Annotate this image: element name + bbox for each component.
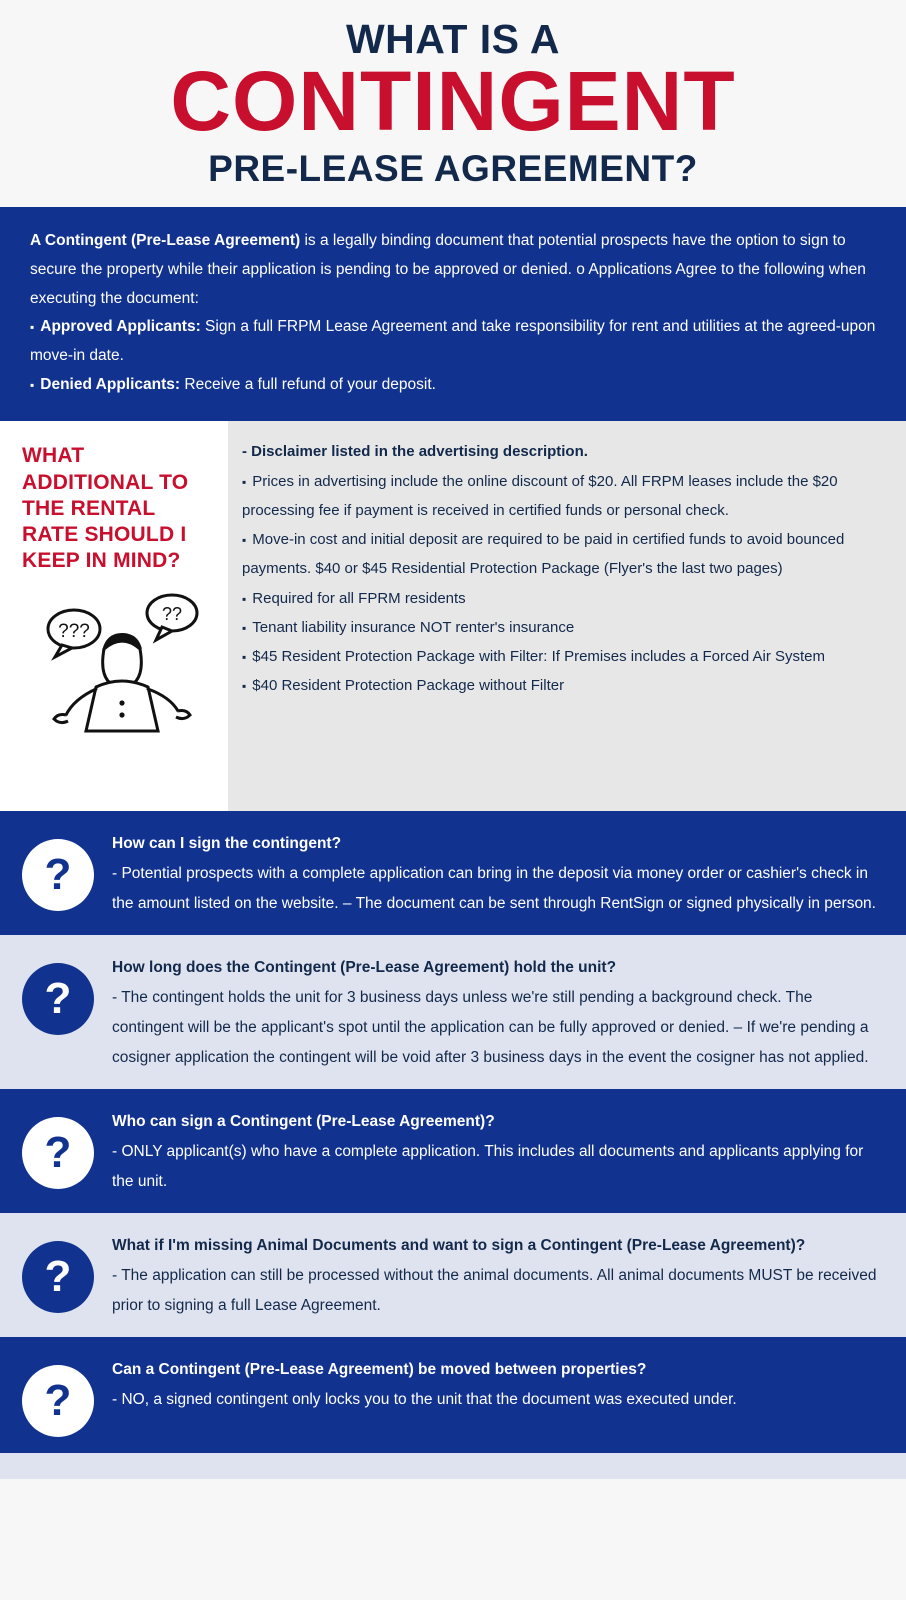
intro-block [0, 207, 906, 421]
faq-body [112, 825, 884, 919]
faq-body [112, 1227, 884, 1321]
additional-item [242, 671, 882, 700]
additional-item-text: Move-in cost and initial deposit are required to be paid in certified funds to avoid bounced payments. $40 or $45 Residential Protection Package (Flyer's the last two pages) [242, 531, 845, 578]
faq-question: How long does the Contingent (Pre-Lease Agreement) hold the unit? [112, 959, 617, 977]
additional-item-text: Tenant liability insurance NOT renter's insurance [252, 618, 575, 636]
intro-paragraph [30, 227, 876, 313]
faq-body [112, 1351, 884, 1415]
additional-item [242, 525, 882, 584]
faq-answer: - NO, a signed contingent only locks you to the unit that the document was executed under. [112, 1390, 737, 1408]
faq-body [112, 949, 884, 1073]
additional-item-text: $45 Resident Protection Package with Filter: If Premises includes a Forced Air System [252, 648, 826, 666]
question-mark-icon: ? [22, 1117, 94, 1189]
intro-bullet-approved [30, 313, 876, 370]
additional-rate-right [228, 421, 906, 811]
faq-answer: - Potential prospects with a complete application can bring in the deposit via money order or cashier's check in the amount listed on the website. – The document can be sent through RentSign or signed physically in person. [112, 864, 876, 913]
svg-text:???: ??? [58, 620, 90, 642]
faq-item [0, 1337, 906, 1453]
additional-item [242, 584, 882, 613]
approved-label: Approved Applicants: [40, 318, 201, 336]
additional-item [242, 642, 882, 671]
question-mark-icon: ? [22, 1365, 94, 1437]
faq-item [0, 935, 906, 1089]
thinking-person-illustration [22, 591, 214, 746]
additional-rate-left [0, 421, 228, 811]
faq-question: What if I'm missing Animal Documents and want to sign a Contingent (Pre-Lease Agreement)? [112, 1237, 806, 1255]
additional-item-text: Prices in advertising include the online discount of $20. All FRPM leases include the $20 processing fee if payment is received in certified funds or personal check. [242, 472, 838, 519]
faq-answer: - ONLY applicant(s) who have a complete application. This includes all documents and applicants applying for the unit. [112, 1142, 864, 1191]
disclaimer-line: - Disclaimer listed in the advertising description. [242, 443, 588, 461]
faq-body [112, 1103, 884, 1197]
additional-item-text: Required for all FPRM residents [252, 589, 466, 607]
faq-item [0, 1089, 906, 1213]
intro-text: is a legally binding document that potential prospects have the option to sign to secure the property while their application is pending to be approved or denied. o Applications Agree to the following when executing the document: [30, 232, 866, 307]
intro-term: A Contingent (Pre-Lease Agreement) [30, 232, 301, 250]
page-header [0, 0, 906, 203]
question-mark-icon: ? [22, 839, 94, 911]
question-mark-icon: ? [22, 963, 94, 1035]
additional-item [242, 613, 882, 642]
intro-bullet-denied [30, 371, 876, 400]
denied-label: Denied Applicants: [40, 375, 181, 393]
header-line-1: WHAT IS A [345, 16, 561, 62]
faq-answer: - The contingent holds the unit for 3 business days unless we're still pending a background check. The contingent will be the applicant's spot until the application can be fully approved or denied. – If we're pending a cosigner application the contingent will be void after 3 business days in the event the cosigner has not applied. [112, 988, 869, 1067]
footer-strip [0, 1453, 906, 1479]
approved-text: Sign a full FRPM Lease Agreement and take responsibility for rent and utilities at the agreed-upon move-in date. [30, 318, 876, 365]
faq-answer: - The application can still be processed without the animal documents. All animal documents MUST be received prior to signing a full Lease Agreement. [112, 1266, 877, 1314]
faq-question: How can I sign the contingent? [112, 835, 342, 853]
denied-text: Receive a full refund of your deposit. [180, 375, 436, 393]
additional-item-text: $40 Resident Protection Package without Filter [252, 677, 565, 695]
faq-question: Who can sign a Contingent (Pre-Lease Agreement)? [112, 1113, 495, 1131]
additional-rate-title: WHAT ADDITIONAL TO THE RENTAL RATE SHOULD I KEEP IN MIND? [22, 444, 189, 573]
question-mark-icon: ? [22, 1241, 94, 1313]
header-line-3: PRE-LEASE AGREEMENT? [208, 147, 698, 189]
faq-question: Can a Contingent (Pre-Lease Agreement) be moved between properties? [112, 1361, 647, 1379]
additional-item [242, 467, 882, 526]
faq-item [0, 1213, 906, 1337]
svg-text:??: ?? [161, 603, 183, 624]
page-title: CONTINGENT [170, 54, 736, 149]
faq-item [0, 811, 906, 935]
additional-rate-section [0, 421, 906, 811]
